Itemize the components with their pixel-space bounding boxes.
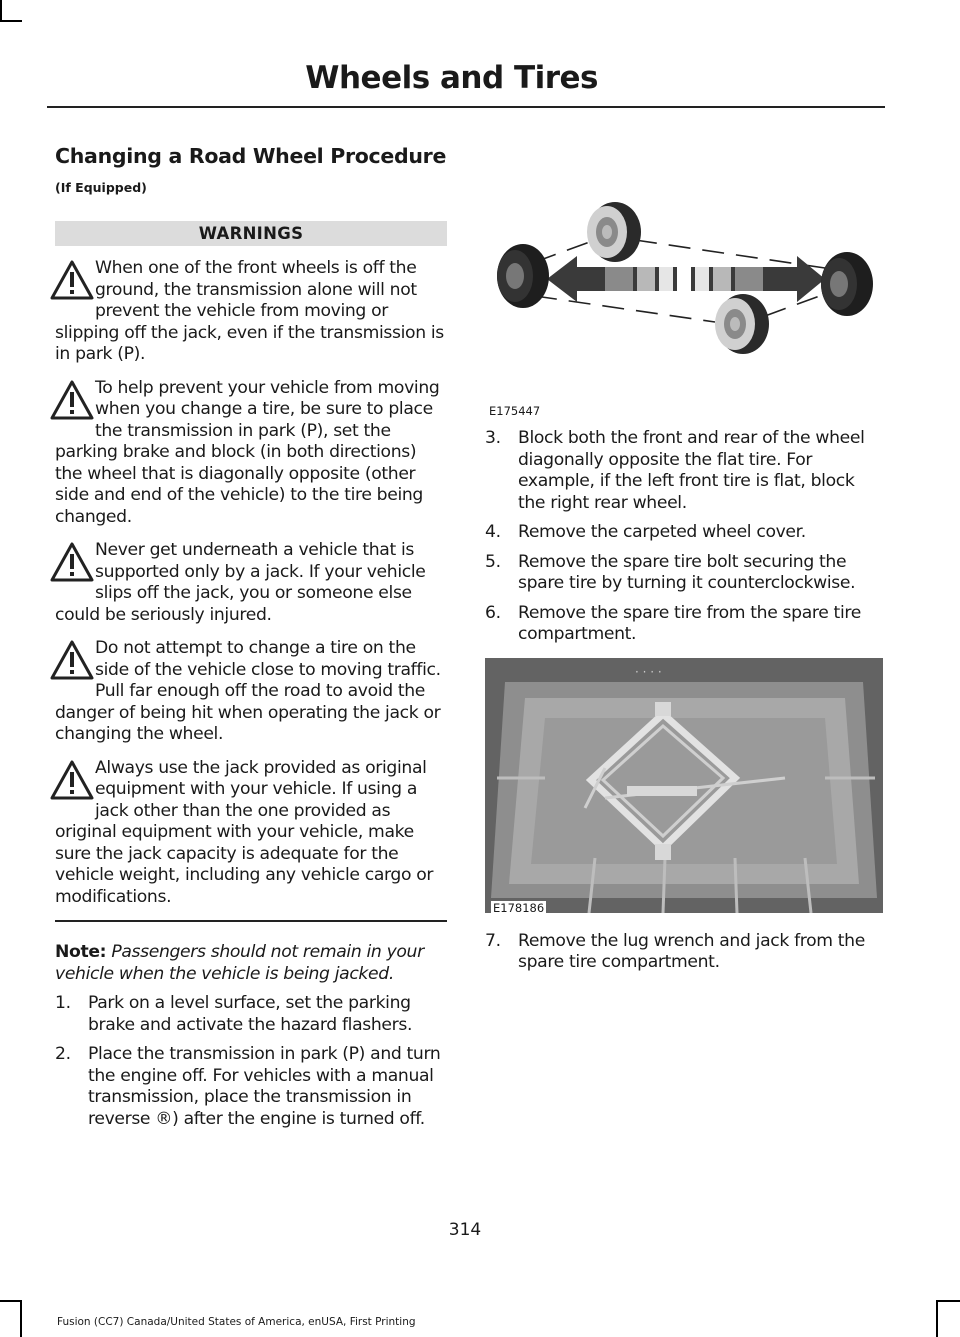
list-item bbox=[55, 1044, 447, 1130]
figure-code-wheels: E175447 bbox=[489, 404, 541, 418]
step-text: Remove the carpeted wheel cover. bbox=[518, 522, 806, 542]
list-item bbox=[485, 603, 883, 646]
steps-list-right-b bbox=[485, 931, 883, 974]
warning-text: Do not attempt to change a tire on the side of the vehicle close to moving traffic. Pull far enough off the road to avoid the danger of being hit when operating the jack or changing the wheel. bbox=[55, 638, 441, 744]
step-number: 7. bbox=[485, 930, 501, 951]
warning-triangle-icon bbox=[49, 758, 95, 802]
warnings-end-rule bbox=[55, 920, 447, 922]
note bbox=[55, 942, 447, 985]
diagonal-wheel-illustration bbox=[485, 144, 883, 420]
warning-triangle-icon bbox=[49, 378, 95, 422]
jack-illustration bbox=[485, 658, 883, 913]
note-text: Passengers should not remain in your vehicle when the vehicle is being jacked. bbox=[55, 942, 424, 984]
step-number: 1. bbox=[55, 993, 71, 1013]
step-text: Remove the spare tire bolt securing the spare tire by turning it counterclockwise. bbox=[518, 551, 856, 593]
list-item bbox=[485, 522, 883, 544]
section-title: Changing a Road Wheel Procedure bbox=[55, 144, 447, 168]
step-text: Park on a level surface, set the parking brake and activate the hazard flashers. bbox=[88, 993, 413, 1035]
warning-item bbox=[55, 378, 447, 529]
header-rule bbox=[47, 106, 885, 108]
steps-list-left bbox=[55, 993, 447, 1130]
crop-mark bbox=[0, 1300, 22, 1302]
list-item bbox=[55, 993, 447, 1036]
crop-mark bbox=[0, 20, 22, 22]
warning-triangle-icon bbox=[49, 258, 95, 302]
tire-front-right bbox=[821, 252, 873, 316]
warning-triangle-icon bbox=[49, 540, 95, 584]
step-text: Block both the front and rear of the wheel diagonally opposite the flat tire. For example, if the left front tire is flat, block the right rear wheel. bbox=[518, 428, 865, 513]
step-number: 2. bbox=[55, 1044, 71, 1064]
crop-mark bbox=[20, 1300, 22, 1337]
warning-item bbox=[55, 540, 447, 626]
tire-rear-left bbox=[497, 244, 549, 308]
figure-code-photo: E178186 bbox=[493, 900, 545, 915]
svg-text:· · · ·: · · · · bbox=[635, 664, 662, 679]
warning-item bbox=[55, 758, 447, 909]
jack-compartment-photo bbox=[485, 658, 883, 913]
warning-item bbox=[55, 258, 447, 366]
tire-front-left bbox=[587, 202, 641, 262]
warnings-list bbox=[55, 258, 447, 908]
left-column bbox=[55, 144, 447, 1138]
note-label: Note: bbox=[55, 942, 107, 962]
warnings-heading: WARNINGS bbox=[55, 221, 447, 246]
warning-item bbox=[55, 638, 447, 746]
step-number: 6. bbox=[485, 602, 501, 623]
diagonal-wheel-diagram bbox=[485, 144, 883, 420]
crop-mark bbox=[936, 1300, 938, 1337]
step-text: Remove the spare tire from the spare tire compartment. bbox=[518, 602, 861, 644]
step-text: Remove the lug wrench and jack from the spare tire compartment. bbox=[518, 930, 865, 972]
step-number: 3. bbox=[485, 428, 501, 448]
steps-list-right-a bbox=[485, 428, 883, 646]
step-number: 5. bbox=[485, 551, 501, 572]
list-item bbox=[485, 552, 883, 595]
document-info: Fusion (CC7) Canada/United States of America, enUSA, First Printing bbox=[57, 1316, 416, 1328]
right-column bbox=[485, 144, 883, 982]
tire-rear-right bbox=[715, 294, 769, 354]
section-subtitle: (If Equipped) bbox=[55, 180, 147, 195]
warning-text: Never get underneath a vehicle that is supported only by a jack. If your vehicle slips off the jack, you or someone else could be seriously injured. bbox=[55, 540, 426, 625]
page-number: 314 bbox=[448, 1220, 482, 1240]
page-header-title: Wheels and Tires bbox=[305, 60, 598, 96]
warning-triangle-icon bbox=[49, 638, 95, 682]
step-number: 4. bbox=[485, 522, 501, 542]
warning-text: To help prevent your vehicle from moving when you change a tire, be sure to place the transmission in park (P), set the parking brake and block (in both directions) the wheel that is diagonally opposite (other side and end of the vehicle) to the tire being changed. bbox=[55, 377, 440, 527]
step-text: Place the transmission in park (P) and turn the engine off. For vehicles with a manual transmission, place the transmission in reverse ®) after the engine is turned off. bbox=[88, 1044, 441, 1129]
crop-mark bbox=[0, 0, 2, 22]
list-item bbox=[485, 931, 883, 974]
warning-text: When one of the front wheels is off the ground, the transmission alone will not prevent the vehicle from moving or slipping off the jack, even if the transmission is in park (P). bbox=[55, 258, 444, 364]
crop-mark bbox=[936, 1300, 960, 1302]
list-item bbox=[485, 428, 883, 514]
warning-text: Always use the jack provided as original equipment with your vehicle. If using a jack other than the one provided as original equipment with your vehicle, make sure the jack capacity is adequate for the vehicle weight, including any vehicle cargo or modifications. bbox=[55, 757, 434, 907]
